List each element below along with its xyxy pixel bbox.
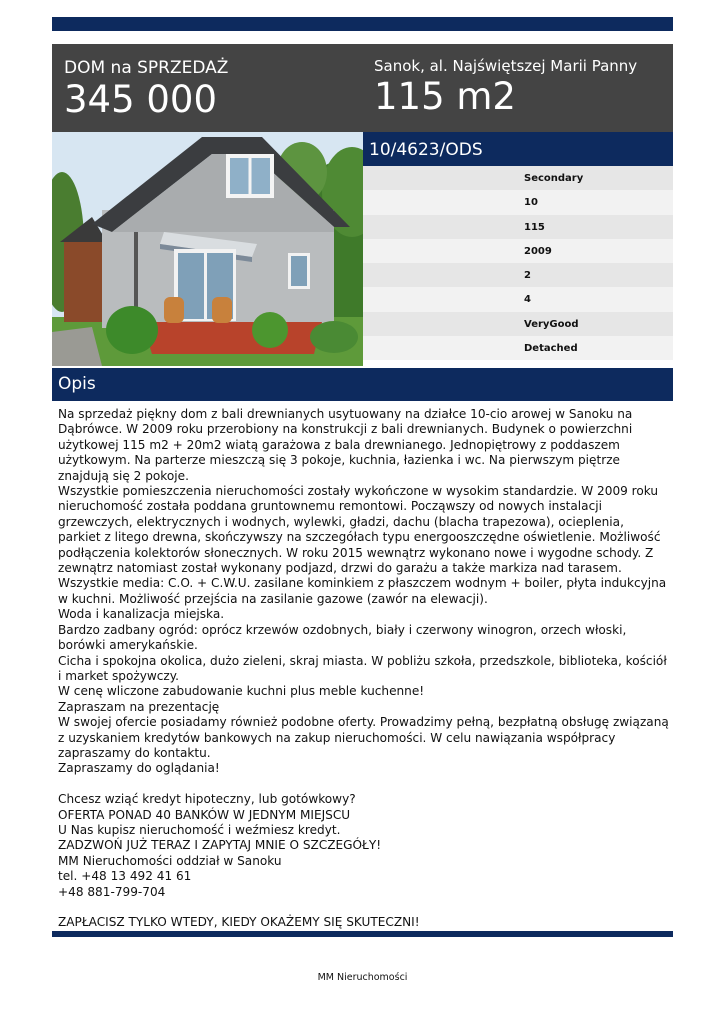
desc-paragraph: Wszystkie pomieszczenia nieruchomości zostały wykończone w wysokim standardzie. W 2009 roku nieruchomość została poddana gruntownemu remontowi. Począwszy od nowych instalacji grzewczych, elektrycznych i wodnych, wylewki, gładzi, dachu (blacha trapezowa), ocieplenia, parkiet z litego drewna, skończywszy na szczegółach typu energooszczędne oświetlenie. Możliwość podłączenia kolektorów słonecznych. W roku 2015 wewnątrz wykonano nowe i wygodne schody. Z zewnątrz natomiast został wykonany podjazd, drzwi do garażu a także markiza nad tarasem. — [58, 484, 661, 576]
desc-paragraph: Zapraszamy do oglądania! — [58, 761, 220, 776]
listing-price: 345 000 — [64, 78, 218, 121]
desc-paragraph: W swojej ofercie posiadamy również podobne oferty. Prowadzimy pełną, bezpłatną obsługę związaną z uzyskaniem kredytów bankowych na zakup nieruchomości. W celu nawiązania współpracy zapraszamy do kontaktu. — [58, 715, 669, 760]
description-body — [58, 407, 670, 931]
desc-paragraph: ZADZWOŃ JUŻ TERAZ I ZAPYTAJ MNIE O SZCZEGÓŁY! — [58, 838, 382, 853]
listing-area: 115 m2 — [374, 75, 516, 118]
detail-plot: 10 — [363, 190, 673, 214]
desc-paragraph: Bardzo zadbany ogród: oprócz krzewów ozdobnych, biały i czerwony winogron, orzech włoski, borówki amerykańskie. — [58, 622, 627, 653]
detail-floors: 2 — [363, 263, 673, 287]
spacer — [58, 900, 670, 915]
desc-phone: +48 881-799-704 — [58, 884, 166, 899]
desc-paragraph: ZAPŁACISZ TYLKO WTEDY, KIEDY OKAŻEMY SIĘ SKUTECZNI! — [58, 915, 420, 930]
desc-paragraph: Woda i kanalizacja miejska. — [58, 607, 225, 622]
detail-year: 2009 — [363, 239, 673, 263]
top-accent-bar — [52, 17, 673, 31]
listing-location: Sanok, al. Najświętszej Marii Panny — [374, 57, 638, 75]
desc-paragraph: Zapraszam na prezentację — [58, 699, 220, 714]
bottom-accent-bar — [52, 931, 673, 937]
property-photo — [52, 132, 363, 366]
desc-paragraph: MM Nieruchomości oddział w Sanoku — [58, 853, 282, 868]
desc-phone: tel. +48 13 492 41 61 — [58, 869, 192, 884]
detail-building-type: Detached — [363, 336, 673, 360]
desc-paragraph: Chcesz wziąć kredyt hipoteczny, lub gotówkowy? — [58, 792, 356, 807]
spacer — [58, 777, 670, 792]
desc-paragraph: Cicha i spokojna okolica, dużo zieleni, skraj miasta. W pobliżu szkoła, przedszkole, biblioteka, kościół i market spożywczy. — [58, 653, 667, 683]
desc-paragraph: Wszystkie media: C.O. + C.W.U. zasilane kominkiem z płaszczem wodnym + boiler, płyta indukcyjna w kuchni. Możliwość przejścia na zasilanie gazowe (zawór na elewacji). — [58, 576, 667, 606]
detail-rooms: 4 — [363, 287, 673, 311]
reference-number: 10/4623/ODS — [363, 132, 673, 166]
detail-market: Secondary — [363, 166, 673, 190]
desc-paragraph: OFERTA PONAD 40 BANKÓW W JEDNYM MIEJSCU — [58, 807, 351, 822]
desc-paragraph: U Nas kupisz nieruchomość i weźmiesz kredyt. — [58, 822, 341, 837]
desc-paragraph: Na sprzedaż piękny dom z bali drewnianych usytuowany na działce 10-cio arowej w Sanoku na Dąbrówce. W 2009 roku przerobiony na konstrukcji z bali drewnianych. Budynek o powierzchni użytkowej 115 m2 + 20m2 wiatą garażowa z bala drewnianego. Jednopiętrowy z poddaszem użytkowym. Na parterze mieszczą się 3 pokoje, kuchnia, łazienka i wc. Na pierwszym piętrze znajdują się 2 pokoje. — [58, 407, 633, 483]
description-heading: Opis — [52, 368, 673, 401]
desc-paragraph: W cenę wliczone zabudowanie kuchni plus meble kuchenne! — [58, 684, 425, 699]
details-table — [363, 166, 673, 360]
footer-agency: MM Nieruchomości — [317, 972, 408, 983]
listing-header — [52, 44, 673, 132]
detail-condition: VeryGood — [363, 312, 673, 336]
detail-area: 115 — [363, 215, 673, 239]
listing-type: DOM na SPRZEDAŻ — [64, 58, 229, 78]
